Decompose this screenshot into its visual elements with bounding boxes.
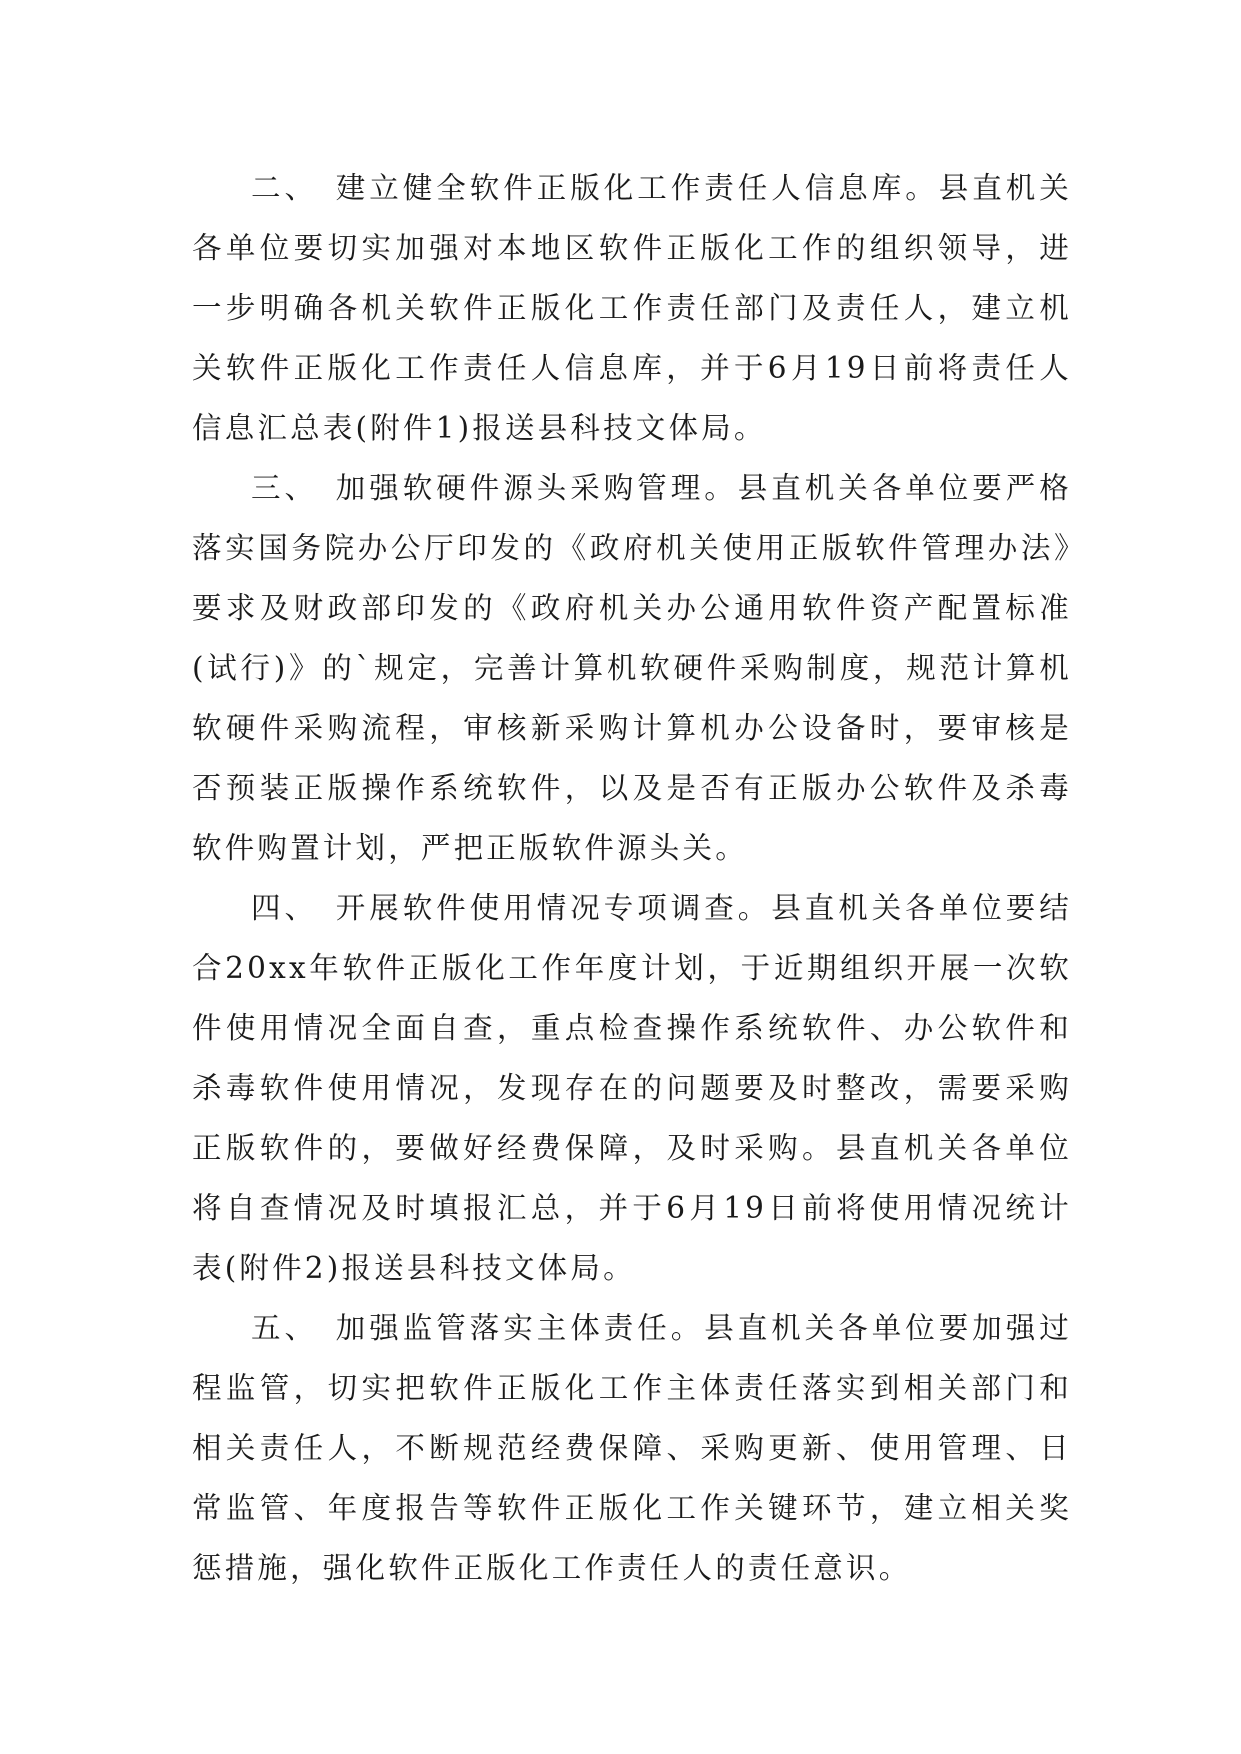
paragraph-number: 五、 (251, 1311, 319, 1345)
paragraph-2 (192, 158, 1072, 458)
paragraph-number: 三、 (251, 471, 319, 505)
paragraph-text: 加强软硬件源头采购管理。县直机关各单位要严格落实国务院办公厅印发的《政府机关使用正版软件管理办法》要求及财政部印发的《政府机关办公通用软件资产配置标准(试行)》的`规定，完善计算机软硬件采购制度，规范计算机软硬件采购流程，审核新采购计算机办公设备时，要审核是否预装正版操作系统软件，以及是否有正版办公软件及杀毒软件购置计划，严把正版软件源头关。 (192, 471, 1072, 865)
paragraph-4 (192, 878, 1072, 1298)
paragraph-text: 加强监管落实主体责任。县直机关各单位要加强过程监管，切实把软件正版化工作主体责任落实到相关部门和相关责任人，不断规范经费保障、采购更新、使用管理、日常监管、年度报告等软件正版化工作关键环节，建立相关奖惩措施，强化软件正版化工作责任人的责任意识。 (192, 1311, 1072, 1585)
paragraph-text: 开展软件使用情况专项调查。县直机关各单位要结合20xx年软件正版化工作年度计划，于近期组织开展一次软件使用情况全面自查，重点检查操作系统软件、办公软件和杀毒软件使用情况，发现存在的问题要及时整改，需要采购正版软件的，要做好经费保障，及时采购。县直机关各单位将自查情况及时填报汇总，并于6月19日前将使用情况统计表(附件2)报送县科技文体局。 (192, 891, 1072, 1285)
paragraph-3 (192, 458, 1072, 878)
paragraph-number: 二、 (251, 171, 319, 205)
paragraph-number: 四、 (251, 891, 319, 925)
paragraph-text: 建立健全软件正版化工作责任人信息库。县直机关各单位要切实加强对本地区软件正版化工作的组织领导，进一步明确各机关软件正版化工作责任部门及责任人，建立机关软件正版化工作责任人信息库，并于6月19日前将责任人信息汇总表(附件1)报送县科技文体局。 (192, 171, 1072, 445)
paragraph-5 (192, 1298, 1072, 1598)
document-body (192, 158, 1072, 1598)
